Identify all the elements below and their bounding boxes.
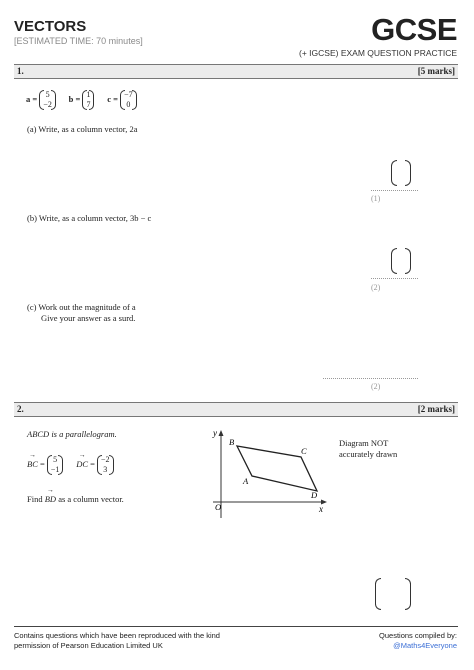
part-b-marks: (2) [371, 283, 381, 292]
q2-answer-box[interactable] [375, 578, 411, 610]
point-a-label: A [243, 476, 249, 486]
q2-find-text: Find → BD as a column vector. [27, 494, 124, 504]
part-b-answer-box[interactable] [391, 248, 411, 274]
vector-bd-label: → BD [45, 494, 56, 504]
vector-dc-label: → DC [76, 459, 88, 469]
y-axis-arrow [219, 430, 224, 436]
part-a-answer-box[interactable] [391, 160, 411, 186]
vector-b-label: b = [68, 93, 81, 104]
footer-divider [14, 626, 458, 627]
q2-statement: ABCD is a parallelogram. [27, 429, 117, 439]
part-b-text: (b) Write, as a column vector, 3b − c [27, 213, 152, 223]
part-c-marks: (2) [371, 382, 381, 391]
parallelogram-diagram [205, 424, 335, 524]
vector-definitions [26, 90, 137, 110]
author-link[interactable]: @Maths4Everyone [393, 641, 457, 650]
question-marks: [5 marks] [417, 66, 455, 76]
brand-title: GCSE [371, 12, 457, 47]
part-a-text: (a) Write, as a column vector, 2a [27, 124, 138, 134]
answer-line[interactable] [323, 378, 418, 379]
y-axis-label: y [213, 428, 217, 438]
vector-b: 1 7 [82, 90, 94, 110]
footer-copyright: Contains questions which have been reproduced with the kind permission of Pearson Education Limited UK [14, 631, 220, 650]
vector-bc-label: → BC [27, 459, 38, 469]
vector-c-label: c = [107, 93, 118, 104]
q2-given-vectors: → BC = 5 −1 → DC = −2 3 [27, 455, 114, 475]
answer-line [371, 278, 418, 279]
page-subtitle: (+ IGCSE) EXAM QUESTION PRACTICE [299, 48, 457, 58]
vector-dc: −2 3 [97, 455, 114, 475]
footer-credits: Questions compiled by: @Maths4Everyone [379, 631, 457, 650]
page-title: VECTORS [14, 18, 87, 35]
origin-label: O [215, 502, 222, 512]
part-c-instruction: Give your answer as a surd. [41, 313, 136, 323]
part-a-marks: (1) [371, 194, 381, 203]
question-marks: [2 marks] [417, 404, 455, 414]
vector-a-label: a = [26, 93, 38, 104]
question-1-header [14, 64, 458, 79]
point-d-label: D [311, 490, 318, 500]
part-c-text: (c) Work out the magnitude of a [27, 302, 136, 312]
question-number: 1. [17, 66, 24, 76]
point-c-label: C [301, 446, 307, 456]
answer-line [371, 190, 418, 191]
estimated-time: [ESTIMATED TIME: 70 minutes] [14, 36, 143, 46]
vector-c: −7 0 [120, 90, 137, 110]
x-axis-label: x [319, 504, 323, 514]
question-number: 2. [17, 404, 24, 414]
question-2-header [14, 402, 458, 417]
vector-bc: 5 −1 [47, 455, 64, 475]
vector-a: 5 −2 [39, 90, 56, 110]
diagram-note: Diagram NOT accurately drawn [339, 438, 398, 459]
point-b-label: B [229, 437, 235, 447]
